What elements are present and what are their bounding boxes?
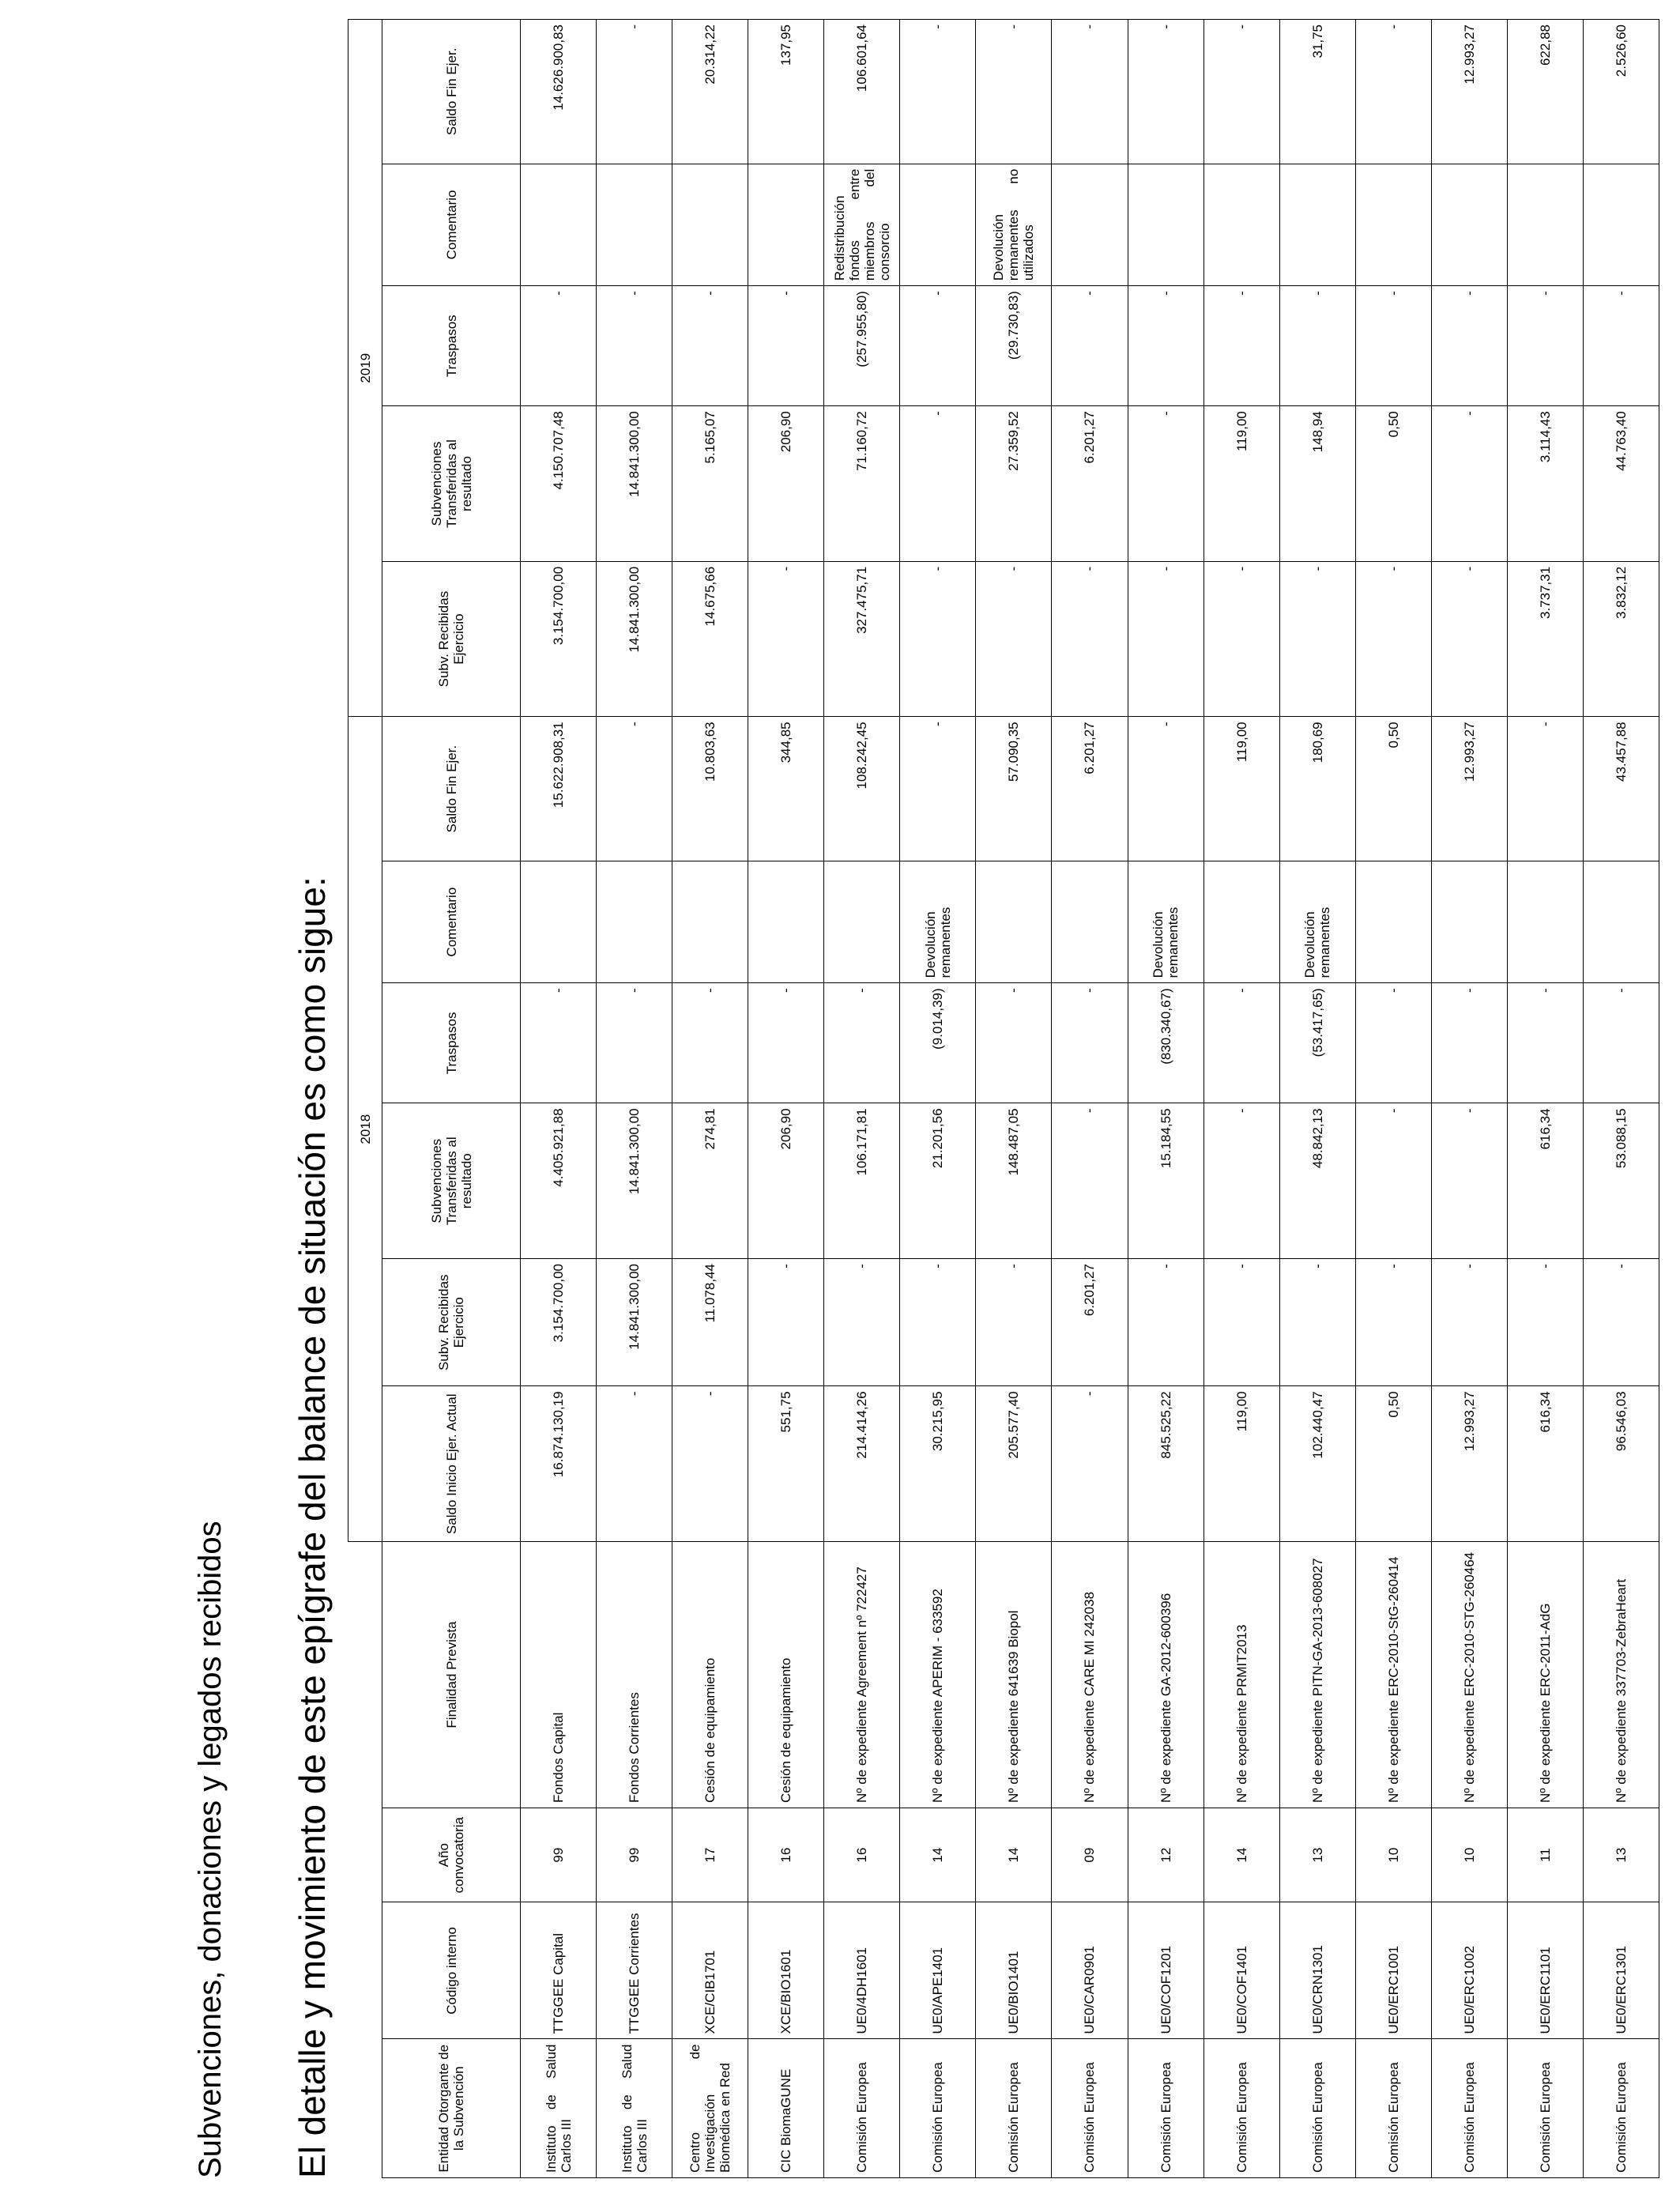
- cell-saldo-fin-2018: 12.993,27: [1431, 717, 1507, 861]
- cell-transferidas-2018: 106.171,81: [824, 1103, 900, 1259]
- year-header-row: [348, 20, 382, 2178]
- table-row: [597, 20, 672, 2178]
- cell-entidad: Centro de Investigación Biomédica en Red: [672, 2039, 748, 2178]
- cell-finalidad: Nº de expediente 337703-ZebraHeart: [1583, 1542, 1659, 1808]
- table-body: [521, 20, 1659, 2178]
- header-transferidas-2018: Subvenciones Transferidas al resultado: [382, 1103, 521, 1259]
- cell-recibidas-2018: 3.154.700,00: [521, 1259, 597, 1386]
- cell-codigo: UE0/COF1401: [1203, 1902, 1279, 2039]
- cell-traspasos-2018: -: [521, 983, 597, 1103]
- cell-transferidas-2018: 15.184,55: [1128, 1103, 1203, 1259]
- table-row: [1128, 20, 1203, 2178]
- cell-comentario-2019: [521, 164, 597, 285]
- cell-saldo-fin-2018: 57.090,35: [976, 717, 1052, 861]
- cell-traspasos-2019: -: [1431, 286, 1507, 406]
- cell-comentario-2019: [1355, 164, 1431, 285]
- cell-transferidas-2019: 6.201,27: [1052, 406, 1128, 562]
- cell-comentario-2019: Redistribución fondos entre miembros del consorcio: [824, 164, 900, 285]
- cell-recibidas-2019: -: [976, 561, 1052, 717]
- cell-comentario-2018: [672, 861, 748, 982]
- cell-saldo-inicio: -: [672, 1386, 748, 1542]
- cell-comentario-2019: [1203, 164, 1279, 285]
- cell-transferidas-2019: 5.165,07: [672, 406, 748, 562]
- cell-recibidas-2018: -: [976, 1259, 1052, 1386]
- header-saldo-fin-2018: Saldo Fin Ejer.: [382, 717, 521, 861]
- table-row: [1507, 20, 1583, 2178]
- year-2019-header: 2019: [348, 20, 382, 717]
- cell-saldo-fin-2019: 2.526,60: [1583, 20, 1659, 164]
- cell-saldo-inicio: 119,00: [1203, 1386, 1279, 1542]
- header-traspasos-2018: Traspasos: [382, 983, 521, 1103]
- cell-transferidas-2018: 4.405.921,88: [521, 1103, 597, 1259]
- header-comentario-2019: Comentario: [382, 164, 521, 285]
- cell-saldo-fin-2019: 14.626.900,83: [521, 20, 597, 164]
- cell-finalidad: Nº de expediente 641639 Biopol: [976, 1542, 1052, 1808]
- cell-finalidad: Nº de expediente GA-2012-600396: [1128, 1542, 1203, 1808]
- cell-saldo-inicio: 102.440,47: [1279, 1386, 1355, 1542]
- cell-transferidas-2019: 206,90: [748, 406, 824, 562]
- cell-comentario-2019: [1431, 164, 1507, 285]
- cell-recibidas-2018: -: [1203, 1259, 1279, 1386]
- cell-comentario-2019: [900, 164, 976, 285]
- cell-saldo-inicio: 96.546,03: [1583, 1386, 1659, 1542]
- cell-recibidas-2019: 14.675,66: [672, 561, 748, 717]
- cell-recibidas-2019: -: [900, 561, 976, 717]
- cell-anio: 99: [597, 1808, 672, 1902]
- cell-recibidas-2019: 3.832,12: [1583, 561, 1659, 717]
- header-recibidas-2019: Subv. Recibidas Ejercicio: [382, 561, 521, 717]
- cell-anio: 13: [1583, 1808, 1659, 1902]
- cell-saldo-fin-2018: 108.242,45: [824, 717, 900, 861]
- cell-traspasos-2018: -: [597, 983, 672, 1103]
- cell-finalidad: Fondos Capital: [521, 1542, 597, 1808]
- cell-transferidas-2018: 148.487,05: [976, 1103, 1052, 1259]
- table-row: [1052, 20, 1128, 2178]
- cell-finalidad: Nº de expediente PITN-GA-2013-608027: [1279, 1542, 1355, 1808]
- cell-codigo: XCE/CIB1701: [672, 1902, 748, 2039]
- cell-finalidad: Cesión de equipamiento: [748, 1542, 824, 1808]
- cell-entidad: Instituto de Salud Carlos III: [521, 2039, 597, 2178]
- cell-finalidad: Nº de expediente ERC-2011-AdG: [1507, 1542, 1583, 1808]
- cell-recibidas-2019: -: [1279, 561, 1355, 717]
- header-codigo: Código interno: [382, 1902, 521, 2039]
- cell-traspasos-2019: -: [1052, 286, 1128, 406]
- cell-traspasos-2019: -: [1507, 286, 1583, 406]
- cell-saldo-fin-2018: 0,50: [1355, 717, 1431, 861]
- cell-saldo-fin-2019: 622,88: [1507, 20, 1583, 164]
- cell-comentario-2018: [1507, 861, 1583, 982]
- year-2018-header: 2018: [348, 717, 382, 1542]
- cell-transferidas-2019: 119,00: [1203, 406, 1279, 562]
- cell-entidad: Comisión Europea: [1583, 2039, 1659, 2178]
- cell-comentario-2018: [521, 861, 597, 982]
- cell-traspasos-2019: (29.730,83): [976, 286, 1052, 406]
- cell-transferidas-2018: 48.842,13: [1279, 1103, 1355, 1259]
- header-recibidas-2018: Subv. Recibidas Ejercicio: [382, 1259, 521, 1386]
- cell-saldo-fin-2019: 31,75: [1279, 20, 1355, 164]
- table-row: [748, 20, 824, 2178]
- cell-traspasos-2018: -: [1203, 983, 1279, 1103]
- cell-transferidas-2018: -: [1431, 1103, 1507, 1259]
- subvenciones-table: [348, 19, 1659, 2178]
- cell-recibidas-2019: -: [1052, 561, 1128, 717]
- cell-saldo-fin-2019: -: [1203, 20, 1279, 164]
- cell-transferidas-2019: 71.160,72: [824, 406, 900, 562]
- table-row: [521, 20, 597, 2178]
- cell-traspasos-2019: -: [521, 286, 597, 406]
- table-row: [672, 20, 748, 2178]
- cell-comentario-2019: [597, 164, 672, 285]
- cell-comentario-2018: [976, 861, 1052, 982]
- cell-anio: 14: [900, 1808, 976, 1902]
- cell-comentario-2018: [597, 861, 672, 982]
- cell-transferidas-2018: -: [1203, 1103, 1279, 1259]
- cell-saldo-fin-2018: 119,00: [1203, 717, 1279, 861]
- cell-saldo-fin-2018: 6.201,27: [1052, 717, 1128, 861]
- cell-recibidas-2018: -: [1431, 1259, 1507, 1386]
- cell-saldo-fin-2019: 12.993,27: [1431, 20, 1507, 164]
- header-saldo-fin-2019: Saldo Fin Ejer.: [382, 20, 521, 164]
- cell-traspasos-2018: -: [672, 983, 748, 1103]
- cell-recibidas-2018: -: [1128, 1259, 1203, 1386]
- cell-saldo-fin-2019: -: [1355, 20, 1431, 164]
- cell-traspasos-2019: -: [1279, 286, 1355, 406]
- cell-traspasos-2019: -: [748, 286, 824, 406]
- cell-finalidad: Nº de expediente ERC-2010-STG-260464: [1431, 1542, 1507, 1808]
- cell-recibidas-2019: 14.841.300,00: [597, 561, 672, 717]
- cell-codigo: UE0/CRN1301: [1279, 1902, 1355, 2039]
- header-traspasos-2019: Traspasos: [382, 286, 521, 406]
- cell-anio: 99: [521, 1808, 597, 1902]
- cell-codigo: UE0/COF1201: [1128, 1902, 1203, 2039]
- cell-recibidas-2019: 3.154.700,00: [521, 561, 597, 717]
- cell-transferidas-2019: 44.763,40: [1583, 406, 1659, 562]
- cell-anio: 13: [1279, 1808, 1355, 1902]
- cell-saldo-inicio: 214.414,26: [824, 1386, 900, 1542]
- cell-anio: 14: [1203, 1808, 1279, 1902]
- cell-saldo-inicio: 12.993,27: [1431, 1386, 1507, 1542]
- cell-traspasos-2019: -: [597, 286, 672, 406]
- cell-recibidas-2019: -: [1355, 561, 1431, 717]
- cell-saldo-inicio: 0,50: [1355, 1386, 1431, 1542]
- cell-recibidas-2019: -: [1128, 561, 1203, 717]
- cell-comentario-2018: [1431, 861, 1507, 982]
- header-comentario-2018: Comentario: [382, 861, 521, 982]
- table-row: [976, 20, 1052, 2178]
- cell-anio: 17: [672, 1808, 748, 1902]
- cell-saldo-fin-2018: 180,69: [1279, 717, 1355, 861]
- cell-saldo-inicio: 16.874.130,19: [521, 1386, 597, 1542]
- cell-comentario-2019: [1128, 164, 1203, 285]
- cell-recibidas-2018: -: [1279, 1259, 1355, 1386]
- cell-saldo-inicio: 30.215,95: [900, 1386, 976, 1542]
- cell-traspasos-2018: -: [1431, 983, 1507, 1103]
- table-row: [900, 20, 976, 2178]
- cell-anio: 16: [824, 1808, 900, 1902]
- cell-traspasos-2018: -: [1355, 983, 1431, 1103]
- cell-recibidas-2018: -: [1583, 1259, 1659, 1386]
- cell-saldo-fin-2018: -: [900, 717, 976, 861]
- cell-comentario-2018: [748, 861, 824, 982]
- cell-traspasos-2019: -: [1583, 286, 1659, 406]
- table-row: [1279, 20, 1355, 2178]
- cell-transferidas-2018: 14.841.300,00: [597, 1103, 672, 1259]
- intro-text: El detalle y movimiento de este epígrafe del balance de situación es como sigue:: [292, 876, 333, 2178]
- cell-saldo-inicio: 205.577,40: [976, 1386, 1052, 1542]
- header-anio: Año convocatoria: [382, 1808, 521, 1902]
- cell-anio: 14: [976, 1808, 1052, 1902]
- cell-anio: 10: [1355, 1808, 1431, 1902]
- cell-saldo-fin-2019: 106.601,64: [824, 20, 900, 164]
- cell-finalidad: Fondos Corrientes: [597, 1542, 672, 1808]
- cell-traspasos-2019: -: [1203, 286, 1279, 406]
- cell-comentario-2018: [1583, 861, 1659, 982]
- cell-transferidas-2018: 21.201,56: [900, 1103, 976, 1259]
- cell-codigo: TTGGEE Capital: [521, 1902, 597, 2039]
- cell-recibidas-2018: 11.078,44: [672, 1259, 748, 1386]
- header-finalidad: Finalidad Prevista: [382, 1542, 521, 1808]
- cell-saldo-fin-2019: -: [1128, 20, 1203, 164]
- cell-finalidad: Cesión de equipamiento: [672, 1542, 748, 1808]
- cell-comentario-2018: Devolución remanentes: [1128, 861, 1203, 982]
- cell-finalidad: Nº de expediente APERIM - 633592: [900, 1542, 976, 1808]
- cell-recibidas-2019: -: [748, 561, 824, 717]
- section-title: Subvenciones, donaciones y legados recibidos: [193, 1521, 228, 2178]
- cell-saldo-fin-2018: 10.803,63: [672, 717, 748, 861]
- cell-recibidas-2018: -: [748, 1259, 824, 1386]
- cell-recibidas-2019: -: [1431, 561, 1507, 717]
- cell-entidad: Comisión Europea: [1507, 2039, 1583, 2178]
- cell-recibidas-2019: 3.737,31: [1507, 561, 1583, 717]
- cell-saldo-fin-2018: -: [1128, 717, 1203, 861]
- cell-anio: 10: [1431, 1808, 1507, 1902]
- cell-anio: 09: [1052, 1808, 1128, 1902]
- cell-anio: 11: [1507, 1808, 1583, 1902]
- cell-saldo-fin-2019: -: [1052, 20, 1128, 164]
- cell-transferidas-2018: 616,34: [1507, 1103, 1583, 1259]
- cell-comentario-2018: [1355, 861, 1431, 982]
- cell-saldo-inicio: 551,75: [748, 1386, 824, 1542]
- cell-transferidas-2019: 4.150.707,48: [521, 406, 597, 562]
- cell-saldo-fin-2018: 344,85: [748, 717, 824, 861]
- cell-codigo: UE0/ERC1001: [1355, 1902, 1431, 2039]
- cell-traspasos-2018: -: [1507, 983, 1583, 1103]
- cell-recibidas-2018: 14.841.300,00: [597, 1259, 672, 1386]
- cell-traspasos-2019: -: [900, 286, 976, 406]
- cell-comentario-2019: [1052, 164, 1128, 285]
- cell-traspasos-2018: -: [824, 983, 900, 1103]
- cell-traspasos-2019: (257.955,80): [824, 286, 900, 406]
- cell-entidad: Comisión Europea: [1279, 2039, 1355, 2178]
- cell-saldo-fin-2019: -: [900, 20, 976, 164]
- cell-comentario-2018: [824, 861, 900, 982]
- cell-recibidas-2018: -: [1507, 1259, 1583, 1386]
- cell-transferidas-2019: 14.841.300,00: [597, 406, 672, 562]
- cell-traspasos-2019: -: [672, 286, 748, 406]
- cell-saldo-fin-2019: -: [976, 20, 1052, 164]
- cell-codigo: UE0/ERC1002: [1431, 1902, 1507, 2039]
- cell-transferidas-2018: 206,90: [748, 1103, 824, 1259]
- cell-comentario-2019: Devolución remanentes no utilizados: [976, 164, 1052, 285]
- cell-saldo-fin-2018: -: [1507, 717, 1583, 861]
- cell-traspasos-2019: -: [1128, 286, 1203, 406]
- cell-transferidas-2019: -: [900, 406, 976, 562]
- cell-comentario-2018: Devolución remanentes: [900, 861, 976, 982]
- cell-entidad: Comisión Europea: [900, 2039, 976, 2178]
- cell-recibidas-2018: -: [1355, 1259, 1431, 1386]
- table-row: [1355, 20, 1431, 2178]
- cell-entidad: Instituto de Salud Carlos III: [597, 2039, 672, 2178]
- cell-entidad: Comisión Europea: [976, 2039, 1052, 2178]
- cell-comentario-2019: [1507, 164, 1583, 285]
- cell-codigo: UE0/APE1401: [900, 1902, 976, 2039]
- cell-traspasos-2019: -: [1355, 286, 1431, 406]
- cell-transferidas-2019: 0,50: [1355, 406, 1431, 562]
- cell-saldo-inicio: -: [597, 1386, 672, 1542]
- cell-transferidas-2018: -: [1355, 1103, 1431, 1259]
- cell-traspasos-2018: -: [1052, 983, 1128, 1103]
- cell-finalidad: Nº de expediente ERC-2010-StG-260414: [1355, 1542, 1431, 1808]
- table-row: [824, 20, 900, 2178]
- cell-recibidas-2019: -: [1203, 561, 1279, 717]
- cell-finalidad: Nº de expediente CARE MI 242038: [1052, 1542, 1128, 1808]
- cell-recibidas-2018: -: [824, 1259, 900, 1386]
- cell-saldo-fin-2019: 137,95: [748, 20, 824, 164]
- header-saldo-inicio: Saldo Inicio Ejer. Actual: [382, 1386, 521, 1542]
- cell-finalidad: Nº de expediente Agreement nº 722427: [824, 1542, 900, 1808]
- cell-comentario-2019: [1583, 164, 1659, 285]
- cell-recibidas-2018: -: [900, 1259, 976, 1386]
- cell-comentario-2018: [1052, 861, 1128, 982]
- cell-transferidas-2019: 3.114,43: [1507, 406, 1583, 562]
- cell-saldo-fin-2018: -: [597, 717, 672, 861]
- cell-transferidas-2019: -: [1128, 406, 1203, 562]
- cell-saldo-inicio: -: [1052, 1386, 1128, 1542]
- cell-transferidas-2018: 53.088,15: [1583, 1103, 1659, 1259]
- cell-saldo-fin-2019: -: [597, 20, 672, 164]
- cell-saldo-fin-2018: 15.622.908,31: [521, 717, 597, 861]
- cell-anio: 12: [1128, 1808, 1203, 1902]
- cell-codigo: UE0/ERC1101: [1507, 1902, 1583, 2039]
- cell-recibidas-2018: 6.201,27: [1052, 1259, 1128, 1386]
- cell-finalidad: Nº de expediente PRMIT2013: [1203, 1542, 1279, 1808]
- cell-traspasos-2018: (53.417,65): [1279, 983, 1355, 1103]
- cell-entidad: Comisión Europea: [1128, 2039, 1203, 2178]
- header-transferidas-2019: Subvenciones Transferidas al resultado: [382, 406, 521, 562]
- cell-entidad: Comisión Europea: [1203, 2039, 1279, 2178]
- cell-anio: 16: [748, 1808, 824, 1902]
- cell-traspasos-2018: -: [748, 983, 824, 1103]
- cell-entidad: CIC BiomaGUNE: [748, 2039, 824, 2178]
- cell-traspasos-2018: -: [1583, 983, 1659, 1103]
- cell-entidad: Comisión Europea: [1355, 2039, 1431, 2178]
- cell-recibidas-2019: 327.475,71: [824, 561, 900, 717]
- cell-comentario-2019: [1279, 164, 1355, 285]
- cell-transferidas-2019: 148,94: [1279, 406, 1355, 562]
- cell-transferidas-2019: 27.359,52: [976, 406, 1052, 562]
- cell-transferidas-2018: -: [1052, 1103, 1128, 1259]
- table-row: [1583, 20, 1659, 2178]
- cell-transferidas-2018: 274,81: [672, 1103, 748, 1259]
- cell-codigo: UE0/4DH1601: [824, 1902, 900, 2039]
- cell-saldo-fin-2019: 20.314,22: [672, 20, 748, 164]
- table-row: [1203, 20, 1279, 2178]
- cell-traspasos-2018: (9.014,39): [900, 983, 976, 1103]
- table-row: [1431, 20, 1507, 2178]
- cell-entidad: Comisión Europea: [1431, 2039, 1507, 2178]
- cell-traspasos-2018: -: [976, 983, 1052, 1103]
- cell-codigo: TTGGEE Corrientes: [597, 1902, 672, 2039]
- cell-entidad: Comisión Europea: [1052, 2039, 1128, 2178]
- cell-comentario-2019: [672, 164, 748, 285]
- header-entidad: Entidad Otorgante de la Subvención: [382, 2039, 521, 2178]
- cell-comentario-2018: [1203, 861, 1279, 982]
- cell-saldo-inicio: 845.525,22: [1128, 1386, 1203, 1542]
- cell-traspasos-2018: (830.340,67): [1128, 983, 1203, 1103]
- cell-codigo: XCE/BIO1601: [748, 1902, 824, 2039]
- cell-saldo-fin-2018: 43.457,88: [1583, 717, 1659, 861]
- header-spacer: [348, 1542, 382, 2178]
- cell-transferidas-2019: -: [1431, 406, 1507, 562]
- cell-codigo: UE0/ERC1301: [1583, 1902, 1659, 2039]
- cell-comentario-2018: Devolución remanentes: [1279, 861, 1355, 982]
- column-header-row: [382, 20, 521, 2178]
- cell-entidad: Comisión Europea: [824, 2039, 900, 2178]
- cell-comentario-2019: [748, 164, 824, 285]
- cell-saldo-inicio: 616,34: [1507, 1386, 1583, 1542]
- cell-codigo: UE0/BIO1401: [976, 1902, 1052, 2039]
- cell-codigo: UE0/CAR0901: [1052, 1902, 1128, 2039]
